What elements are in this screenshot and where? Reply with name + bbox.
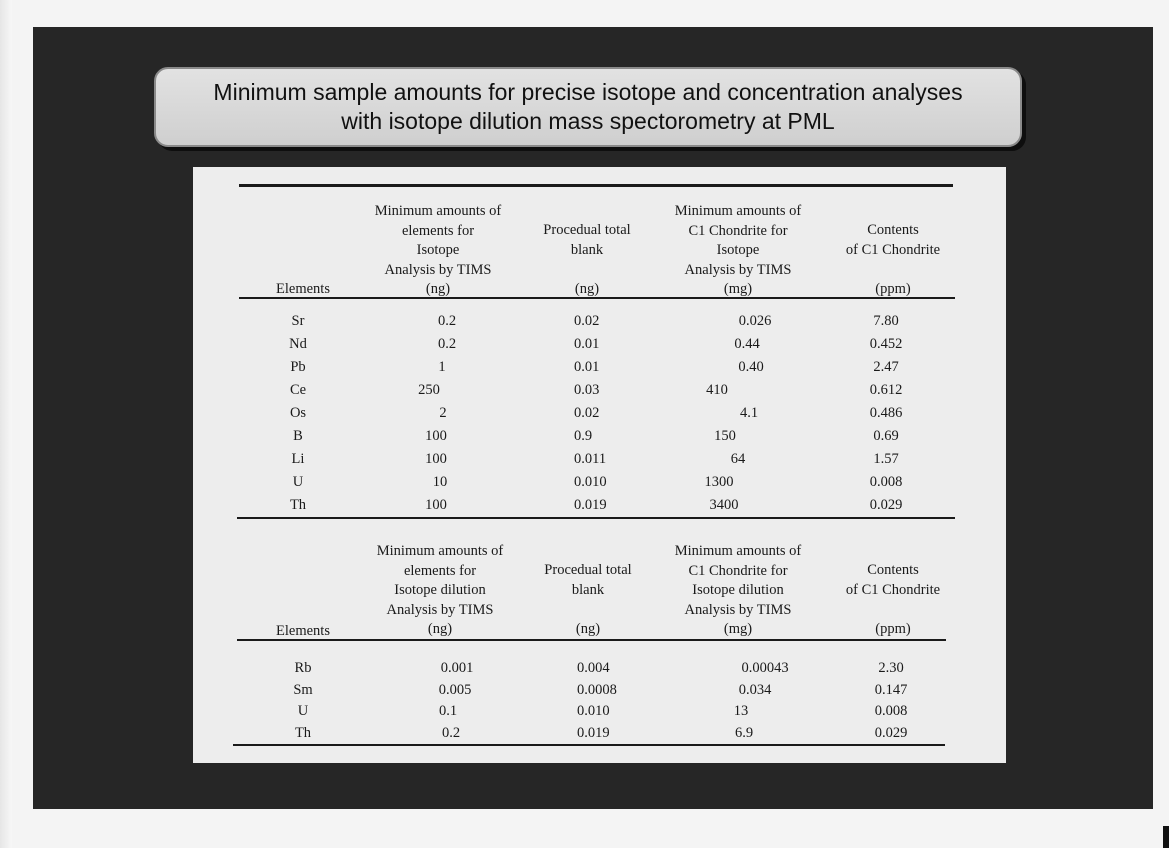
cell-element: Pb [290,359,306,375]
cell-blank: 0.02 [574,313,600,329]
header-line: Analysis by TIMS [684,261,792,278]
cell-contents: 2.30 [878,660,904,676]
cell-contents: 2.47 [873,359,899,375]
cell-element: Sr [291,313,305,329]
table-2-bottom-rule [233,744,945,746]
cell-blank: 0.01 [574,359,600,375]
table-1-header-rule [239,297,955,299]
cell-min-chondrite: 4.1 [739,405,759,421]
cell-min-chondrite: 13 [733,703,749,719]
cell-blank: 0.011 [574,451,607,467]
table-1-header-contents [823,221,963,299]
cell-min-chondrite: 64 [730,451,746,467]
cell-blank: 0.0008 [577,681,617,698]
cell-contents: 0.008 [874,703,908,719]
cell-contents: 1.57 [873,451,899,467]
header-line: Analysis by TIMS [386,601,494,618]
cell-blank: 0.019 [574,497,607,513]
header-line: blank [570,241,604,258]
cell-blank: 0.01 [574,336,600,352]
cell-min-chondrite: 410 [706,382,728,398]
header-line: blank [571,581,605,598]
cell-contents: 0.69 [873,428,899,444]
header-line: Contents [867,562,919,578]
table-1-header-min-elements [343,202,533,300]
cell-min-elements: 0.1 [438,703,458,719]
cell-contents: 0.486 [869,405,903,421]
header-line: (ng) [574,280,600,297]
cell-element: U [292,474,304,490]
scan-mark [1163,826,1169,848]
cell-blank: 0.004 [577,660,610,676]
header-line: (mg) [723,621,753,637]
cell-element: Th [289,497,307,513]
cell-contents: 0.147 [874,681,908,698]
table-2-header-elements: Elements [276,623,330,639]
cell-contents: 0.452 [869,336,903,352]
header-line: C1 Chondrite for [688,222,788,239]
table-1-header-min-chondrite [643,202,833,300]
table-1-top-rule [239,184,953,187]
cell-element: U [297,703,309,719]
cell-blank: 0.03 [574,382,600,398]
table-2-header-blank [513,561,663,639]
header-line: (ppm) [875,620,911,637]
cell-element: Ce [289,382,307,398]
cell-blank: 0.02 [574,405,600,421]
header-line: Analysis by TIMS [684,601,792,618]
header-line: Minimum amounts of [674,543,802,559]
cell-min-elements: 0.005 [438,681,472,698]
header-line: (ng) [427,621,453,637]
cell-min-elements: 250 [418,382,440,398]
cell-min-chondrite: 0.034 [738,681,772,698]
title-line-1: Minimum sample amounts for precise isotope and concentration analyses [213,79,963,105]
cell-min-elements: 0.2 [437,336,457,352]
header-line: Analysis by TIMS [384,261,492,278]
cell-min-chondrite: 6.9 [734,724,754,741]
header-line: Minimum amounts of [374,203,502,219]
cell-min-chondrite: 3400 [709,497,739,513]
cell-min-elements: 0.2 [437,313,457,329]
cell-min-elements: 0.001 [440,660,474,676]
header-line: Isotope dilution [692,582,784,598]
table-1-header-elements: Elements [276,281,330,297]
page-edge [0,0,12,848]
header-line: Minimum amounts of [674,203,802,219]
cell-blank: 0.010 [577,703,610,719]
cell-min-elements: 10 [432,474,448,490]
cell-contents: 0.008 [869,474,903,490]
cell-min-chondrite: 150 [714,428,736,444]
cell-element: Sm [293,681,313,698]
header-line: (mg) [723,281,753,297]
cell-min-chondrite: 0.44 [734,336,760,352]
cell-element: Li [291,451,305,467]
header-line: Isotope [716,242,760,258]
table-panel [193,167,1006,763]
header-line: C1 Chondrite for [688,562,788,579]
cell-blank: 0.9 [574,428,593,444]
cell-element: Rb [294,660,312,676]
cell-contents: 0.612 [869,382,903,398]
cell-contents: 0.029 [869,497,903,513]
header-line: Isotope [416,242,460,258]
cell-min-chondrite: 0.00043 [741,660,789,676]
header-line: elements for [401,222,475,239]
header-line: of C1 Chondrite [845,581,941,598]
header-line: (ng) [425,281,451,297]
cell-blank: 0.019 [577,724,610,741]
header-line: Procedual total [544,562,632,578]
table-2-header-contents [823,561,963,639]
cell-min-elements: 100 [425,497,447,513]
cell-min-elements: 100 [425,451,447,467]
header-line: Minimum amounts of [376,543,504,559]
table-1-header-blank [513,221,661,299]
table-2-header-min-elements [345,542,535,640]
cell-element: Th [294,724,312,741]
cell-min-elements: 2 [439,405,447,421]
cell-min-chondrite: 0.026 [738,313,772,329]
table-1-bottom-rule [237,517,955,519]
table-2-header-rule [237,639,946,641]
cell-min-elements: 100 [425,428,447,444]
cell-min-chondrite: 1300 [704,474,734,490]
header-line: Isotope dilution [394,582,486,598]
header-line: of C1 Chondrite [845,241,941,258]
header-line: Contents [867,222,919,238]
table-2-header-min-chondrite [643,542,833,640]
cell-element: Nd [289,336,307,352]
cell-min-elements: 1 [438,359,446,375]
header-line: elements for [403,562,477,579]
cell-element: B [293,428,303,444]
header-line: (ng) [575,620,601,637]
header-line: (ppm) [875,280,911,297]
cell-contents: 7.80 [873,313,899,329]
cell-contents: 0.029 [874,724,908,741]
title-line-2: with isotope dilution mass spectorometry at PML [341,108,835,134]
title-banner [154,67,1022,147]
header-line: Procedual total [543,222,631,238]
cell-blank: 0.010 [574,474,607,490]
cell-element: Os [289,405,307,421]
cell-min-chondrite: 0.40 [738,359,764,375]
cell-min-elements: 0.2 [441,724,461,741]
